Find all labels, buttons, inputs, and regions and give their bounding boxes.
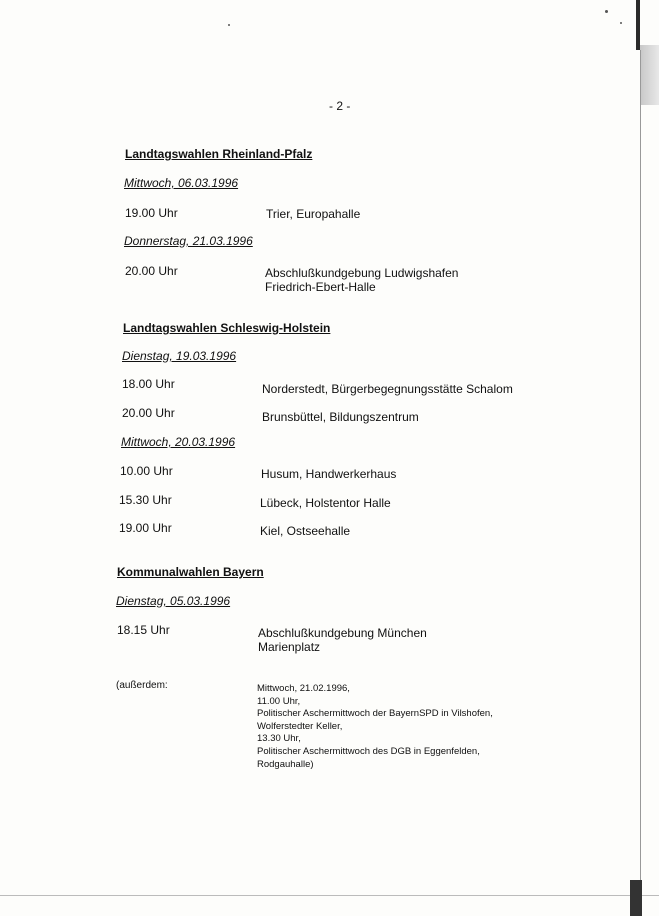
- scan-speck: [620, 22, 622, 24]
- event-place-line2: Friedrich-Ebert-Halle: [265, 280, 376, 294]
- event-place: Abschlußkundgebung Ludwigshafen: [265, 266, 459, 280]
- day-heading: Donnerstag, 21.03.1996: [124, 234, 253, 248]
- event-time: 20.00 Uhr: [122, 406, 175, 420]
- note-line: 13.30 Uhr,: [257, 733, 301, 745]
- day-heading: Mittwoch, 06.03.1996: [124, 176, 239, 190]
- day-heading: Dienstag, 19.03.1996: [122, 349, 237, 363]
- event-place: Kiel, Ostseehalle: [260, 524, 351, 538]
- event-place: Husum, Handwerkerhaus: [261, 467, 397, 481]
- day-heading: Mittwoch, 20.03.1996: [121, 435, 236, 449]
- note-line: 11.00 Uhr,: [257, 695, 301, 707]
- scan-shade-right: [640, 45, 659, 105]
- event-time: 18.15 Uhr: [117, 623, 170, 637]
- event-place: Abschlußkundgebung München: [258, 626, 427, 640]
- event-time: 20.00 Uhr: [125, 264, 178, 278]
- scan-edge-right: [640, 50, 641, 890]
- section-title-schleswig-holstein: Landtagswahlen Schleswig-Holstein: [123, 321, 331, 335]
- note-body: [257, 683, 493, 771]
- day-heading: Dienstag, 05.03.1996: [116, 594, 231, 608]
- note-line: Politischer Aschermittwoch der BayernSPD in Vilshofen,: [257, 708, 493, 720]
- event-place: Trier, Europahalle: [266, 207, 361, 221]
- note-line: Politischer Aschermittwoch des DGB in Eggenfelden,: [257, 745, 480, 757]
- event-time: 15.30 Uhr: [119, 493, 172, 507]
- note-label: (außerdem:: [116, 680, 168, 691]
- page-number: - 2 -: [329, 99, 351, 113]
- event-place-line2: Marienplatz: [258, 640, 321, 654]
- event-time: 10.00 Uhr: [120, 464, 173, 478]
- event-time: 19.00 Uhr: [125, 206, 178, 220]
- section-title-bayern: Kommunalwahlen Bayern: [117, 565, 264, 579]
- event-place: Lübeck, Holstentor Halle: [260, 496, 391, 510]
- scan-speck: [228, 24, 230, 26]
- note-line: Mittwoch, 21.02.1996,: [257, 683, 350, 694]
- section-title-rheinland-pfalz: Landtagswahlen Rheinland-Pfalz: [125, 147, 313, 161]
- scan-edge-bottom-right: [630, 880, 642, 916]
- scan-edge-bottom: [0, 895, 659, 896]
- scan-speck: [605, 10, 608, 13]
- scan-edge-top-right: [636, 0, 640, 50]
- note-line: Wolferstedter Keller,: [257, 720, 343, 732]
- event-place: Brunsbüttel, Bildungszentrum: [262, 410, 419, 424]
- note-line: Rodgauhalle): [257, 758, 314, 770]
- event-place: Norderstedt, Bürgerbegegnungsstätte Schalom: [262, 382, 513, 396]
- event-time: 18.00 Uhr: [122, 377, 175, 391]
- event-time: 19.00 Uhr: [119, 521, 172, 535]
